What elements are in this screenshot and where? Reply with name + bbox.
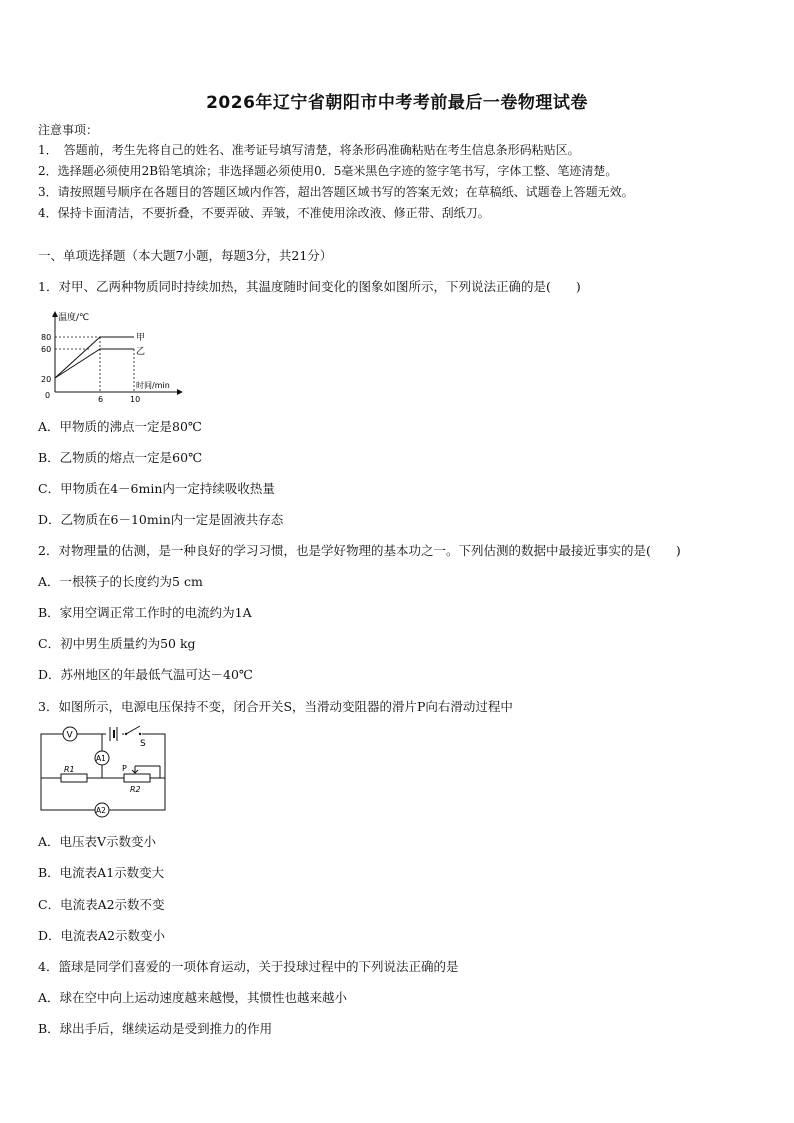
q2-option-b: B．家用空调正常工作时的电流约为1A — [38, 605, 252, 620]
ammeter-a2-label: A2 — [96, 806, 106, 815]
series-yi-line — [55, 349, 134, 378]
notice-heading: 注意事项： — [38, 123, 99, 137]
q1-option-c: C．甲物质在4－6min内一定持续吸收热量 — [38, 481, 275, 496]
question-3-stem: 3．如图所示，电源电压保持不变，闭合开关S，当滑动变阻器的滑片P向右滑动过程中 — [38, 699, 513, 714]
q3-circuit-diagram — [36, 722, 176, 824]
q2-option-a: A．一根筷子的长度约为5 cm — [38, 574, 203, 589]
resistor-r1-label: R1 — [64, 765, 75, 774]
y-axis-label: 温度/℃ — [58, 313, 90, 323]
circuit-outline — [41, 734, 165, 810]
series-jia-line — [55, 337, 134, 378]
slider-label: P — [122, 764, 127, 773]
y-tick-label: 60 — [41, 345, 52, 354]
x-tick-label: 6 — [98, 395, 104, 404]
q1-option-a: A．甲物质的沸点一定是80℃ — [38, 419, 202, 434]
q4-option-a: A．球在空中向上运动速度越来越慢，其惯性也越来越小 — [38, 990, 348, 1005]
resistor-r1 — [61, 774, 87, 782]
q1-option-d: D．乙物质在6－10min内一定是固液共存态 — [38, 512, 284, 527]
y-tick-label: 80 — [41, 333, 52, 342]
q3-option-c: C．电流表A2示数不变 — [38, 897, 165, 912]
series-jia-label: 甲 — [136, 333, 146, 343]
notice-item: 4．保持卡面清洁，不要折叠，不要弄破、弄皱，不准使用涂改液、修正带、刮纸刀。 — [38, 206, 490, 220]
q3-option-d: D．电流表A2示数变小 — [38, 928, 166, 943]
q1-option-b: B．乙物质的熔点一定是60℃ — [38, 450, 203, 465]
notice-item: 1． 答题前，考生先将自己的姓名、准考证号填写清楚，将条形码准确粘贴在考生信息条形码粘贴区。 — [38, 143, 580, 157]
voltmeter-label: V — [66, 730, 73, 741]
notice-item: 3．请按照题号顺序在各题目的答题区域内作答，超出答题区域书写的答案无效；在草稿纸、试题卷上答题无效。 — [38, 185, 634, 199]
q2-option-c: C．初中男生质量约为50 kg — [38, 636, 196, 651]
page-title: 2026年辽宁省朝阳市中考考前最后一卷物理试卷 — [206, 93, 588, 113]
notice-item: 2．选择题必须使用2B铅笔填涂；非选择题必须使用0．5毫米黑色字迹的签字笔书写，字体工整、笔迹清楚。 — [38, 164, 618, 178]
question-1-stem: 1．对甲、乙两种物质同时持续加热，其温度随时间变化的图象如图所示，下列说法正确的是( ) — [38, 279, 581, 294]
y-tick-label: 20 — [41, 375, 52, 384]
x-tick-label: 10 — [130, 395, 141, 404]
q4-option-b: B．球出手后，继续运动是受到推力的作用 — [38, 1021, 273, 1036]
y-tick-label: 0 — [45, 391, 51, 400]
ammeter-a1-label: A1 — [96, 754, 106, 763]
slider-arrow-icon — [132, 766, 138, 773]
question-2-stem: 2．对物理量的估测，是一种良好的学习习惯，也是学好物理的基本功之一。下列估测的数据中最接近事实的是( ) — [38, 543, 681, 558]
q3-option-b: B．电流表A1示数变大 — [38, 865, 165, 880]
question-4-stem: 4．篮球是同学们喜爱的一项体育运动，关于投球过程中的下列说法正确的是 — [38, 959, 459, 974]
resistor-r2-label: R2 — [130, 785, 141, 794]
x-axis-label: 时间/min — [136, 381, 170, 390]
q2-option-d: D．苏州地区的年最低气温可达－40℃ — [38, 667, 253, 682]
section-heading: 一、单项选择题（本大题7小题，每题3分，共21分） — [38, 248, 333, 263]
q1-temperature-graph — [30, 306, 190, 406]
resistor-r2 — [124, 774, 150, 782]
switch-label: S — [140, 739, 146, 749]
q3-option-a: A．电压表V示数变小 — [38, 834, 157, 849]
series-yi-label: 乙 — [136, 347, 146, 357]
